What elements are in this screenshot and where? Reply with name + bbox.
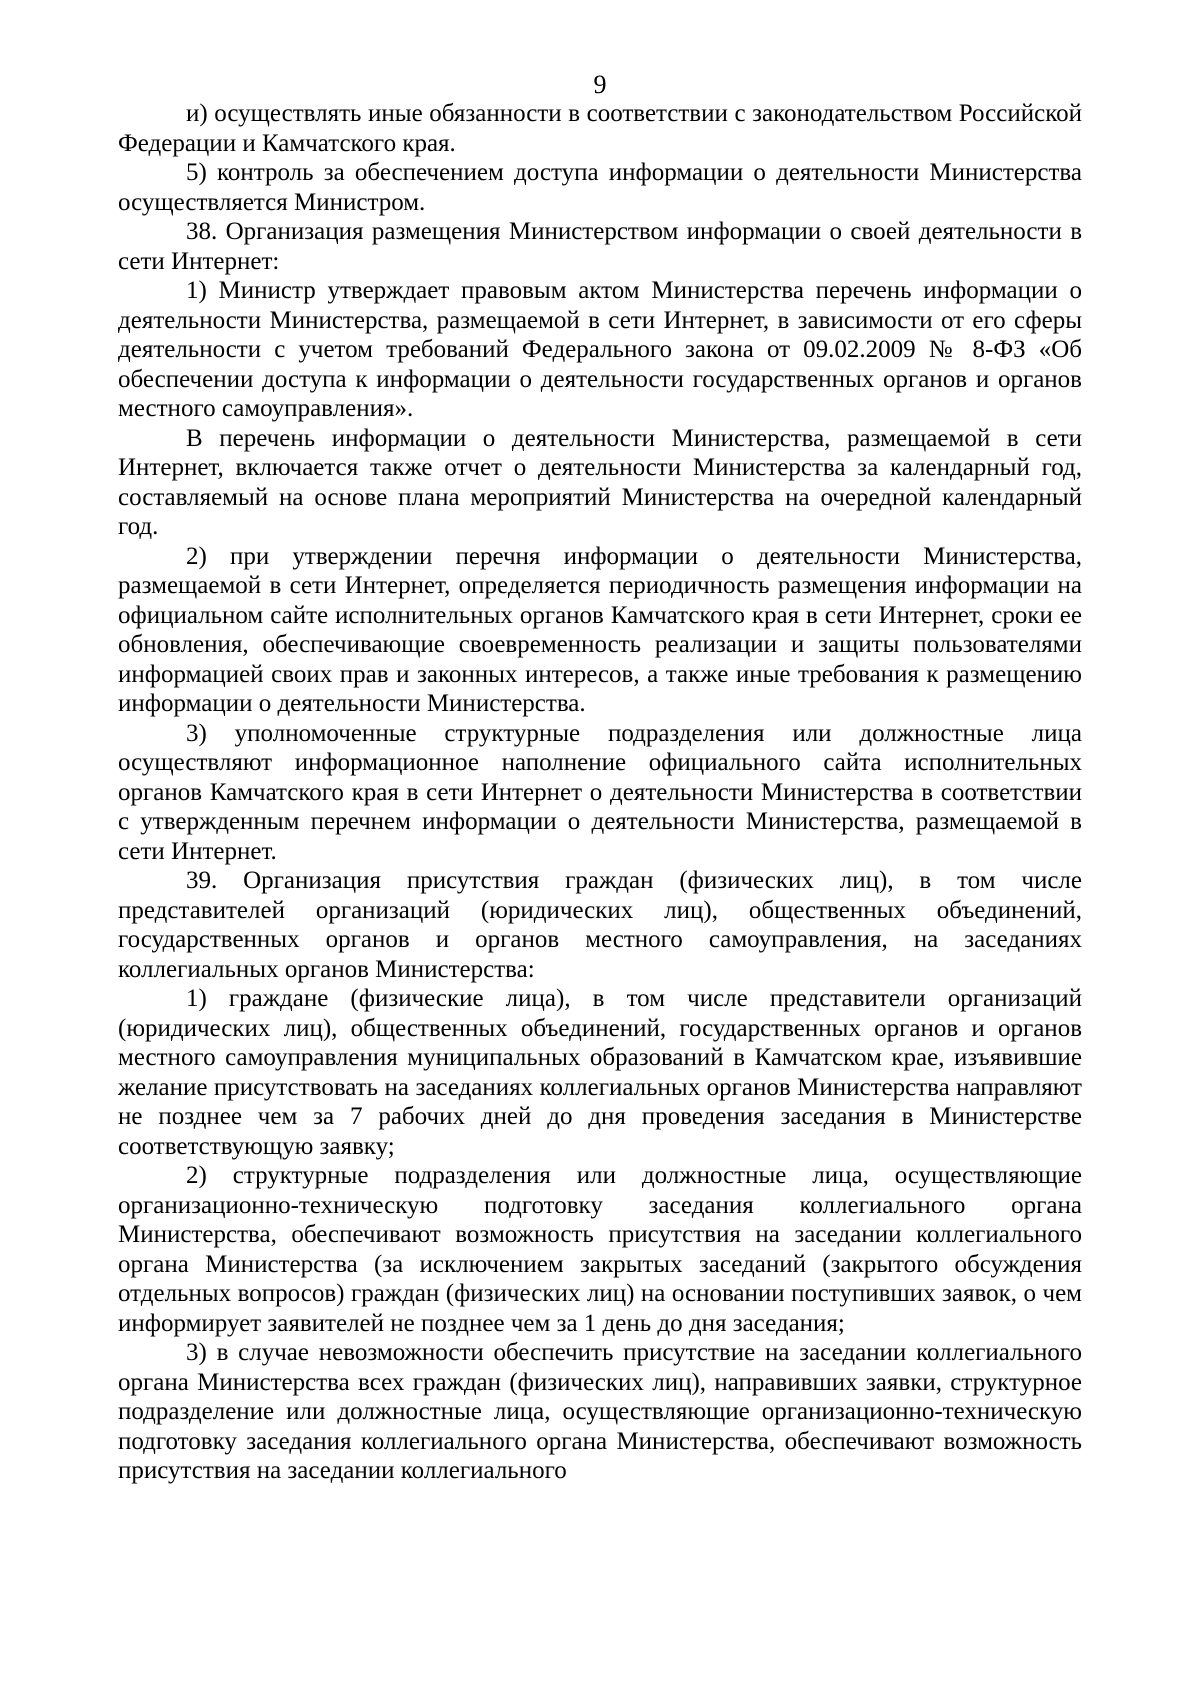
paragraph: 38. Организация размещения Министерством информации о своей деятельности в сети Интернет: — [118, 218, 1082, 275]
paragraph: 3) в случае невозможности обеспечить присутствие на заседании коллегиального органа Министерства всех граждан (физических лиц), направивших заявки, структурное подразделение или должностные лица, осуществляющие организационно-техническую подготовку заседания коллегиального органа Министерства, обеспечивают возможность присутствия на заседании коллегиального — [118, 1339, 1082, 1484]
paragraph: В перечень информации о деятельности Министерства, размещаемой в сети Интернет, включается также отчет о деятельности Министерства за календарный год, составляемый на основе плана мероприятий Министерства на очередной календарный год. — [118, 424, 1082, 540]
paragraph: 2) при утверждении перечня информации о деятельности Министерства, размещаемой в сети Интернет, определяется периодичность размещения информации на официальном сайте исполнительных органов Камчатского края в сети Интернет, сроки ее обновления, обеспечивающие своевременность реализации и защиты пользователями информацией своих прав и законных интересов, а также иные требования к размещению информации о деятельности Министерства. — [118, 542, 1082, 717]
paragraph: 1) граждане (физические лица), в том числе представители организаций (юридических лиц), общественных объединений, государственных органов и органов местного самоуправления муниципальных образований в Камчатском крае, изъявившие желание присутствовать на заседаниях коллегиальных органов Министерства направляют не позднее чем за 7 рабочих дней до дня проведения заседания в Министерстве соответствующую заявку; — [118, 985, 1082, 1160]
paragraph: 2) структурные подразделения или должностные лица, осуществляющие организационно-техническую подготовку заседания коллегиального органа Министерства, обеспечивают возможность присутствия на заседании коллегиального органа Министерства (за исключением закрытых заседаний (закрытого обсуждения отдельных вопросов) граждан (физических лиц) на основании поступивших заявок, о чем информирует заявителей не позднее чем за 1 день до дня заседания; — [118, 1162, 1082, 1337]
page-number: 9 — [593, 70, 607, 99]
paragraph: 39. Организация присутствия граждан (физических лиц), в том числе представителей организаций (юридических лиц), общественных объединений, государственных органов и органов местного самоуправления, на заседаниях коллегиальных органов Министерства: — [118, 867, 1082, 983]
paragraph: и) осуществлять иные обязанности в соответствии с законодательством Российской Федерации и Камчатского края. — [118, 100, 1082, 157]
paragraph: 5) контроль за обеспечением доступа информации о деятельности Министерства осуществляется Министром. — [118, 159, 1082, 216]
document-body — [118, 99, 1082, 1486]
paragraph: 3) уполномоченные структурные подразделения или должностные лица осуществляют информационное наполнение официального сайта исполнительных органов Камчатского края в сети Интернет о деятельности Министерства в соответствии с утвержденным перечнем информации о деятельности Министерства, размещаемой в сети Интернет. — [118, 719, 1082, 865]
paragraph: 1) Министр утверждает правовым актом Министерства перечень информации о деятельности Министерства, размещаемой в сети Интернет, в зависимости от его сферы деятельности с учетом требований Федерального закона от 09.02.2009 № 8-ФЗ «Об обеспечении доступа к информации о деятельности государственных органов и органов местного самоуправления». — [118, 277, 1082, 422]
